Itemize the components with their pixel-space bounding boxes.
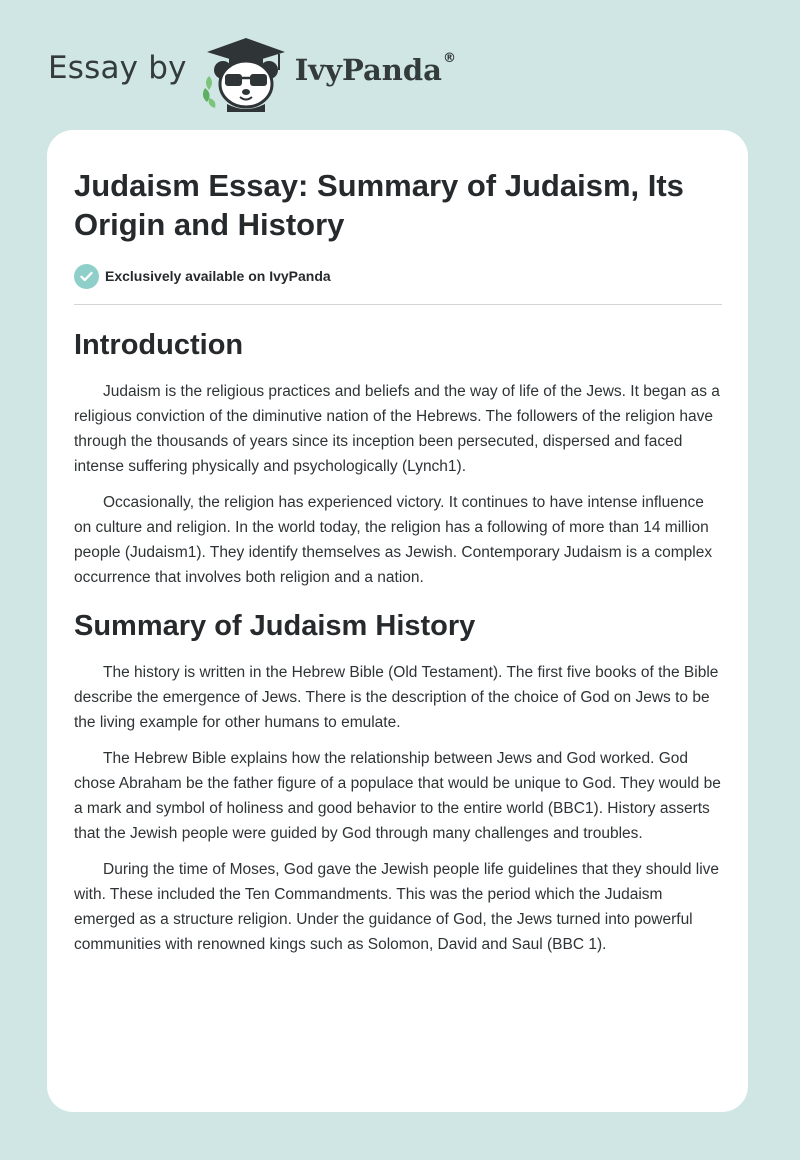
brand-prefix: Essay by [48,50,187,86]
section-introduction [74,379,722,590]
section-heading-introduction: Introduction [74,329,244,361]
brand-name: IvyPanda [294,53,442,87]
essay-card [47,130,748,1112]
essay-title: Judaism Essay: Summary of Judaism, Its Origin and History [74,168,684,242]
paragraph: The Hebrew Bible explains how the relationship between Jews and God worked. God chose Abraham be the father figure of a populace that would be unique to God. They would be a mark and symbol of holiness and good behavior to the entire world (BBC1). History asserts that the Jewish people were guided by God through many challenges and troubles. [74,750,721,842]
brand-registered-mark: ® [442,50,456,66]
exclusive-label: Exclusively available on IvyPanda [105,268,331,284]
section-heading-summary: Summary of Judaism History [74,610,476,642]
brand-header[interactable] [48,32,456,112]
paragraph: The history is written in the Hebrew Bible (Old Testament). The first five books of the Bible describe the emergence of Jews. There is the description of the choice of God on Jews to be the living example for other humans to emulate. [74,664,719,731]
panda-logo-icon [201,32,291,112]
paragraph: Judaism is the religious practices and beliefs and the way of life of the Jews. It began as a religious conviction of the diminutive nation of the Hebrews. The followers of the religion have through the thousands of years since its inception been persecuted, dispersed and faced intense suffering physically and psychologically (Lynch1). [74,383,720,475]
check-icon [74,264,99,289]
exclusive-badge [74,262,722,290]
paragraph: Occasionally, the religion has experienced victory. It continues to have intense influence on culture and religion. In the world today, the religion has a following of more than 14 million people (Judaism1). They identify themselves as Jewish. Contemporary Judaism is a complex occurrence that involves both religion and a nation. [74,494,713,586]
paragraph: During the time of Moses, God gave the Jewish people life guidelines that they should live with. These included the Ten Commandments. This was the period which the Judaism emerged as a structure religion. Under the guidance of God, the Jews turned into powerful communities with renowned kings such as Solomon, David and Saul (BBC 1). [74,861,720,953]
divider [74,304,722,305]
section-summary [74,660,722,957]
